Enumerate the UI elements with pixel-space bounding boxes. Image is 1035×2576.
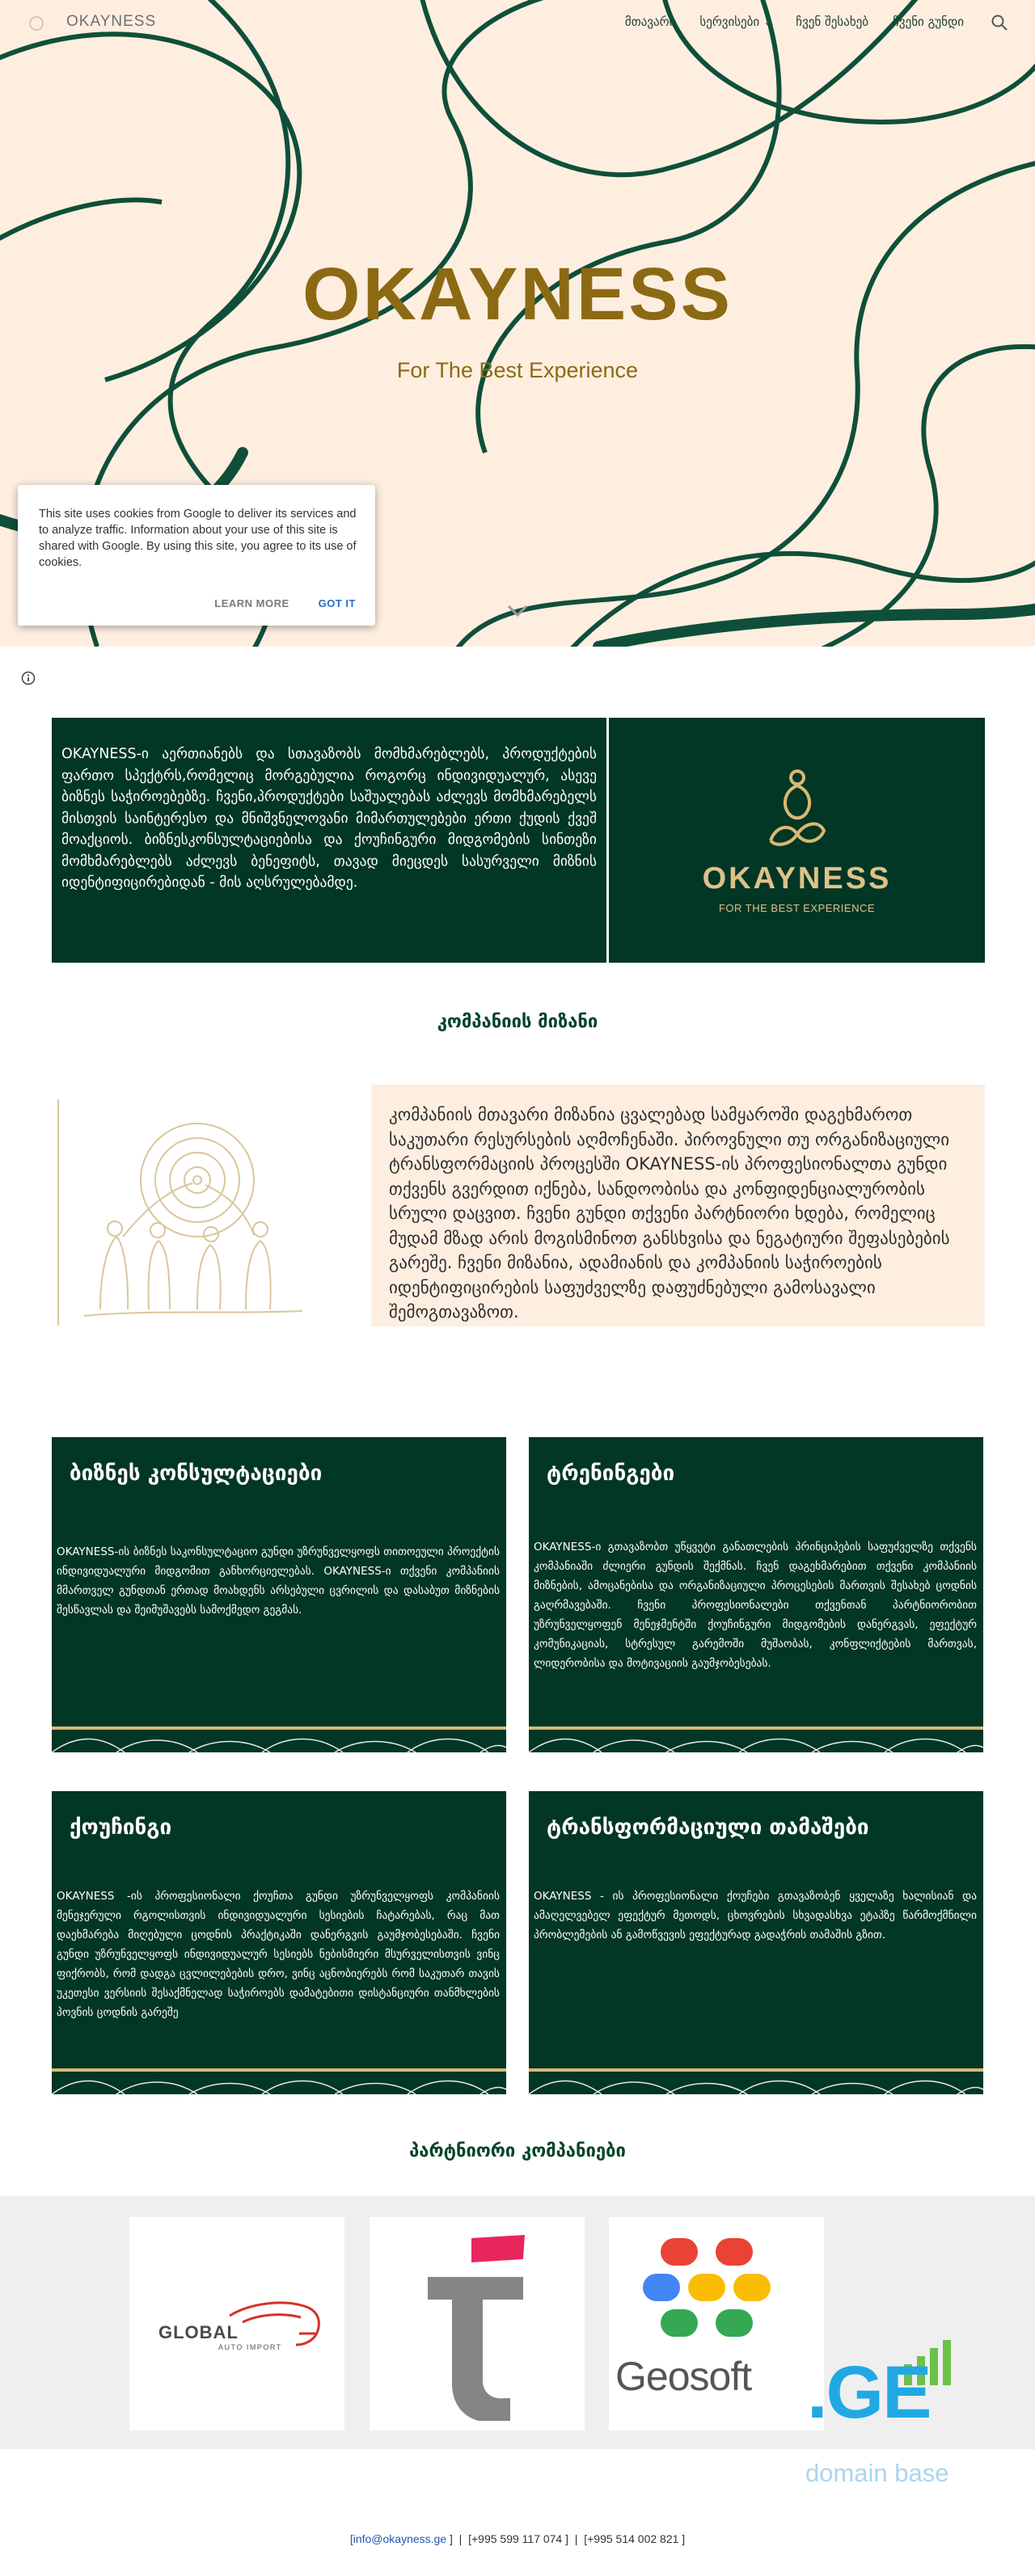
service-card-transformational-games: [529, 1791, 983, 2094]
brand-logo-icon[interactable]: [29, 16, 44, 31]
about-panel: [52, 718, 606, 963]
team-goal-illustration: [52, 1091, 310, 1326]
partners-title: პარტნიორი კომპანიები: [409, 2141, 626, 2161]
got-it-button[interactable]: GOT IT: [318, 597, 356, 609]
partner-global-auto-import[interactable]: [129, 2217, 344, 2431]
service-text: OKAYNESS -ის პროფესიონალი ქოუჩთა გუნდი უზრუნველყოფს კომპანიის მენეჯერული რგოლისთვის ინდივიდუალური სესიების ჩატარებას, რაც მათ დაეხმარება მიღებული ცოდნის პრაქტიკაში დანერგვის გაუმჯობესებაში. ჩვენი გუნდი უზრუნველყოფს ინდივიდუალურ სესიებს ნებისმიერი მსურველისთვის ვინც ფიქრობს, რომ დადგა ცვლილებების დრო, ვინც აცნობიერებს რომ საკუთარ თავის უკეთესი ვერსიის შესაქმნელად საჭიროებს დამატებითი დისტანციური თანმხლების პოვნის ცოდნის გარეშე: [57, 1890, 500, 2019]
service-text: OKAYNESS-ი გთავაზობთ უწყვეტი განათლების პრინციპების საფუძველზე თქვენს კომპანიაში ძლიერი გუნდის შექმნას. ჩვენ დაგეხმარებით თქვენი კომპანიის მიზნების, ამოცანებისა და ორგანიზაციული პროცესების მართვის შესახებ ცოდნის გაღრმავებაში. ჩვენი პროფესიონალები თქვენთან პარტნიორობით უზრუნველყოფენ მენეჯმენტში ქოუჩინგური მიდგომების დანერგვას, ეფექტურ კომუნიკაციას, სტრესულ გარემოში მუშაობას, კონფლიქტების მართვას, ლიდერობისა და მოტივაციის გაუმჯობესებას.: [534, 1541, 977, 1670]
search-icon[interactable]: [990, 13, 1009, 32]
about-text: OKAYNESS-ი აერთიანებს და სთავაზობს მომხმარებლებს, პროდუქტების ფართო სპექტრს,რომელიც მორგებულია როგორც ინდივიდუალურ, ასევე ბიზნეს საჭიროებებზე. ჩვენი,პროდუქტები საშუალებას აძლევს მომხმარებელს მისთვის საინტერესო და მნიშვნელოვანი მიმართულებები ერთი ქუდის ქვეშ მოაქციოს. ბიზნესკონსულტაციებისა და ქოუჩინგური მიდგომების სინთეზი მომხმარებლებს აძლევს ბენეფიტს, თავად მიეცდეს სასურველი მიზნის იდენტიფიცირებიდან - მის აღსრულებამდე.: [61, 746, 597, 891]
logo-wordmark: OKAYNESS: [702, 862, 892, 896]
wave-decoration: [529, 2068, 983, 2094]
hero-title: OKAYNESS: [302, 253, 733, 335]
service-card-trainings: [529, 1437, 983, 1752]
nav-item-services[interactable]: [699, 15, 771, 29]
nav-label: ჩვენი გუნდი: [893, 15, 964, 29]
partner-t[interactable]: [370, 2217, 585, 2431]
top-navigation: [0, 0, 1035, 47]
site-brand[interactable]: OKAYNESS: [66, 13, 157, 30]
nav-label: მთავარი: [624, 15, 676, 29]
wave-decoration: [52, 1726, 506, 1752]
geosoft-dots-logo-icon: [643, 2235, 788, 2348]
nav-label: ჩვენ შესახებ: [796, 15, 869, 29]
domain-base-logo[interactable]: .GE: [807, 2351, 931, 2434]
mission-title: კომპანიის მიზანი: [437, 1012, 598, 1032]
footer-separator: |: [458, 2532, 463, 2545]
footer-separator: |: [574, 2532, 578, 2545]
wave-decoration: [529, 1726, 983, 1752]
cookie-text: This site uses cookies from Google to deliver its services and to analyze traffic. Information about your use of this site is shared with Google. By using this site, you agree to its use of cookies.: [39, 508, 357, 569]
info-icon[interactable]: [21, 671, 36, 685]
partner-name: GLOBAL: [158, 2322, 239, 2342]
cookie-banner: [18, 485, 375, 626]
chevron-down-icon[interactable]: ⌄: [763, 16, 772, 27]
meditation-logo-icon: [767, 766, 827, 855]
t-brand-logo-icon: [421, 2235, 534, 2421]
learn-more-button[interactable]: LEARN MORE: [214, 597, 289, 609]
domain-base-caption: domain base: [805, 2459, 949, 2487]
footer-contacts: [0, 2532, 1035, 2545]
service-title: ქოუჩინგი: [70, 1815, 172, 1840]
chevron-down-icon[interactable]: [507, 605, 528, 618]
nav-item-home[interactable]: [625, 15, 675, 29]
mission-panel: [371, 1085, 985, 1326]
footer-bracket: ]: [450, 2532, 453, 2545]
service-title: ტრენინგები: [547, 1461, 675, 1486]
service-card-coaching: [52, 1791, 506, 2094]
okayness-logo-panel: [609, 718, 985, 963]
footer-phone-2: [+995 514 002 821 ]: [584, 2532, 686, 2545]
logo-tagline: FOR THE BEST EXPERIENCE: [718, 902, 876, 914]
service-text: OKAYNESS - ის პროფესიონალი ქოუჩები გთავაზობენ ყველაზე ხალისიან და ამაღელვებელ ეფექტურ მეთოდს, ცხოვრების სხვადასხვა ეტაპზე წარმოქმნილი პრობლემების ან გამოწვევის ეფექტურად გადაჭრის თამაშის გზით.: [534, 1890, 977, 1941]
service-text: OKAYNESS-ის ბიზნეს საკონსულტაციო გუნდი უზრუნველყოფს თითოეული პროექტის ინდივიდუალური მიდგომით განხორციელებას. OKAYNESS-ი თქვენი კომპანიის მმართველ გუნდთან ერთად მოახდენს არსებული ცვრილის და დასაბუთ მიზნების შესწავლას და შეიმუშავებს სამოქმედო გეგმას.: [57, 1545, 500, 1617]
footer-email-link[interactable]: [info@okayness.ge: [349, 2532, 447, 2545]
hero-subtitle: For The Best Experience: [396, 358, 639, 382]
nav-item-about[interactable]: [796, 15, 868, 29]
mission-text: კომპანიის მთავარი მიზანია ცვალებად სამყაროში დაგეხმაროთ საკუთარი რესურსების აღმოჩენაში. პიროვნული თუ ორგანიზაციული ტრანსფორმაციის პროცესში OKAYNESS-ის პროფესიონალთა გუნდი თქვენს გვერდით იქნება, სანდოობისა და კონფიდენციალურობის სრული დაცვით. ჩვენი გუნდი თქვენი პარტნიორი ხდება, რომელიც მუდამ მზად არის მოგისმინოთ განსხვისა და ნეგატიური შეფასებების გარეშე. ჩვენი მიზანია, ადამიანის და კომპანიის საჭიროების იდენტიფიცირების საფუძველზე დაფუძნებული გამოსავალი შემოგთავაზოთ.: [389, 1105, 950, 1322]
nav-item-team[interactable]: [893, 15, 964, 29]
partner-geosoft[interactable]: [609, 2217, 824, 2431]
wave-decoration: [52, 2068, 506, 2094]
service-title: ბიზნეს კონსულტაციები: [70, 1461, 323, 1486]
nav-menu: [625, 15, 964, 29]
service-title: ტრანსფორმაციული თამაშები: [547, 1815, 869, 1840]
partner-name: Geosoft: [615, 2354, 752, 2399]
nav-label: სერვისები: [699, 15, 760, 29]
service-card-business-consulting: [52, 1437, 506, 1752]
partner-subname: AUTO IMPORT: [218, 2343, 282, 2351]
footer-phone-1: [+995 599 117 074 ]: [468, 2532, 569, 2545]
cookie-actions: [208, 594, 362, 613]
